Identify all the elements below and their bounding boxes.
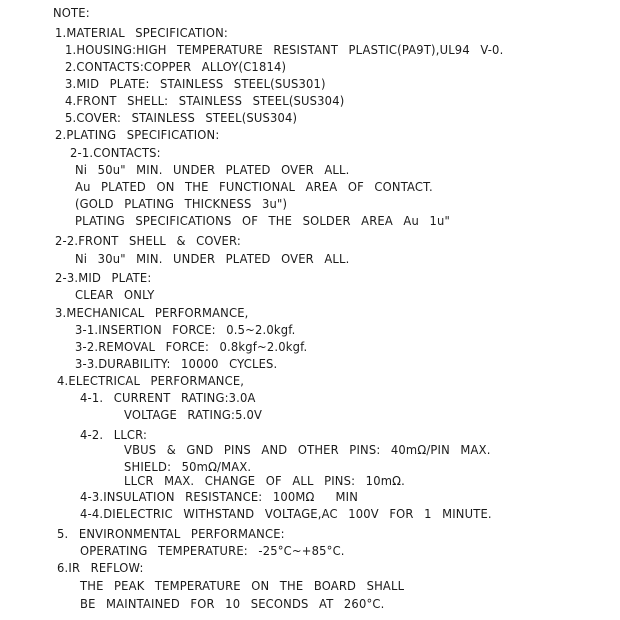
note-line: VOLTAGE RATING:5.0V: [124, 407, 263, 422]
note-line: 2-3.MID PLATE:: [55, 270, 152, 285]
note-line: 3-1.INSERTION FORCE: 0.5~2.0kgf.: [75, 322, 296, 337]
note-line: 2-1.CONTACTS:: [70, 145, 161, 160]
note-line: 3.MECHANICAL PERFORMANCE,: [55, 305, 249, 320]
note-line: Ni 50u" MIN. UNDER PLATED OVER ALL.: [75, 162, 350, 177]
note-line: 5. ENVIRONMENTAL PERFORMANCE:: [57, 526, 285, 541]
note-line: 3.MID PLATE: STAINLESS STEEL(SUS301): [65, 76, 326, 91]
note-line: THE PEAK TEMPERATURE ON THE BOARD SHALL: [80, 578, 405, 593]
note-line: (GOLD PLATING THICKNESS 3u"): [75, 196, 288, 211]
note-header: NOTE:: [53, 5, 90, 20]
note-line: CLEAR ONLY: [75, 287, 155, 302]
note-line: 6.IR REFLOW:: [57, 560, 144, 575]
note-line: 2.CONTACTS:COPPER ALLOY(C1814): [65, 59, 287, 74]
note-line: 3-2.REMOVAL FORCE: 0.8kgf~2.0kgf.: [75, 339, 308, 354]
note-line: 1.MATERIAL SPECIFICATION:: [55, 25, 228, 40]
note-line: BE MAINTAINED FOR 10 SECONDS AT 260°C.: [80, 596, 385, 611]
note-line: 4-1. CURRENT RATING:3.0A: [80, 390, 256, 405]
note-line: 1.HOUSING:HIGH TEMPERATURE RESISTANT PLASTIC(PA9T),UL94 V-0.: [65, 42, 504, 57]
note-line: Ni 30u" MIN. UNDER PLATED OVER ALL.: [75, 251, 350, 266]
note-line: PLATING SPECIFICATIONS OF THE SOLDER AREA Au 1u": [75, 213, 450, 228]
note-line: LLCR MAX. CHANGE OF ALL PINS: 10mΩ.: [124, 473, 405, 488]
note-line: VBUS & GND PINS AND OTHER PINS: 40mΩ/PIN MAX.: [124, 442, 491, 457]
note-line: SHIELD: 50mΩ/MAX.: [124, 459, 252, 474]
note-line: 5.COVER: STAINLESS STEEL(SUS304): [65, 110, 298, 125]
note-line: 2.PLATING SPECIFICATION:: [55, 127, 220, 142]
note-line: OPERATING TEMPERATURE: -25°C~+85°C.: [80, 543, 345, 558]
note-line: 4.ELECTRICAL PERFORMANCE,: [57, 373, 245, 388]
note-line: 2-2.FRONT SHELL & COVER:: [55, 233, 241, 248]
note-line: 4-4.DIELECTRIC WITHSTAND VOLTAGE,AC 100V FOR 1 MINUTE.: [80, 506, 492, 521]
note-line: 4.FRONT SHELL: STAINLESS STEEL(SUS304): [65, 93, 345, 108]
note-line: 4-3.INSULATION RESISTANCE: 100MΩ MIN: [80, 489, 359, 504]
note-line: 3-3.DURABILITY: 10000 CYCLES.: [75, 356, 278, 371]
note-line: Au PLATED ON THE FUNCTIONAL AREA OF CONTACT.: [75, 179, 433, 194]
note-line: 4-2. LLCR:: [80, 427, 148, 442]
